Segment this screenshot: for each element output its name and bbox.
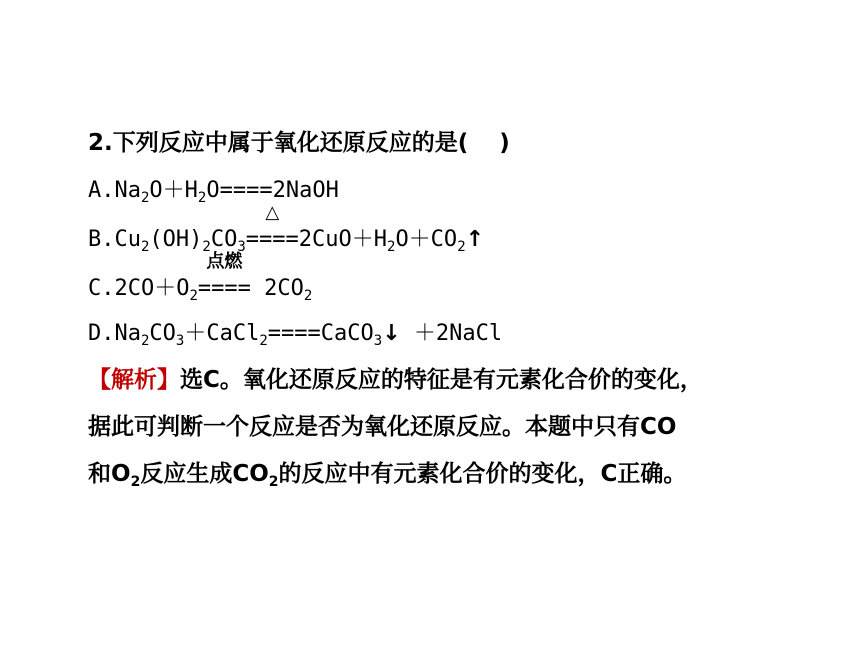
analysis-tag: 【解析】 [88,367,180,393]
subscript: 2 [202,239,211,255]
option-a-text: O＋H [149,178,198,203]
option-b-text: (OH) [149,227,203,252]
equals-sign: ==== [197,276,251,301]
option-b-text: 2CuO＋H [298,227,387,252]
subscript: 2 [140,239,150,255]
subscript: 2 [197,190,207,206]
heat-condition-label: △ [265,202,280,223]
subscript: 2 [130,474,141,490]
question-title [88,128,510,158]
option-c-text: C.2CO＋O [88,276,190,301]
option-a-text: A.Na [88,178,141,203]
subscript: 2 [303,288,313,304]
subscript: 2 [140,190,150,206]
option-d [88,319,502,349]
option-d-text: ＋CaCl [184,321,260,346]
analysis-line-3 [88,459,686,489]
question-title-text: 2.下列反应中属于氧化还原反应的是( ) [88,130,510,156]
subscript: 2 [140,333,150,349]
option-a [88,176,339,206]
option-b [88,202,485,255]
option-b-text: O＋CO [395,227,458,252]
ignite-condition-label: 点燃 [206,251,243,272]
analysis-text: 和O [88,461,131,487]
option-b-text: B.Cu [88,227,141,252]
analysis-line-2 [88,412,676,442]
gas-arrow-up-icon: ↑ [465,227,485,252]
subscript: 2 [457,239,466,255]
option-d-text: D.Na [88,321,141,346]
subscript: 3 [373,333,383,349]
reaction-condition [245,202,299,255]
equals-sign: ==== [245,227,299,252]
subscript: 2 [387,239,396,255]
analysis-text: 据此可判断一个反应是否为氧化还原反应。本题中只有CO [88,414,677,440]
option-a-text: O====2NaOH [206,178,339,203]
analysis-line-1 [88,365,703,395]
subscript: 3 [175,333,185,349]
analysis-text: 反应生成CO [140,461,269,487]
precipitate-arrow-down-icon: ↓ [382,321,401,346]
analysis-text: 选C。氧化还原反应的特征是有元素化合价的变化， [180,367,703,393]
option-d-text: CO [149,321,176,346]
reaction-condition [197,251,251,304]
subscript: 2 [259,333,268,349]
option-d-text: ====CaCO [267,321,374,346]
option-b-text: CO [210,227,238,252]
subscript: 3 [237,239,246,255]
subscript: 2 [268,474,279,490]
subscript: 2 [189,288,198,304]
analysis-text: 的反应中有元素化合价的变化，C正确。 [278,461,687,487]
option-d-text: ＋2NaCl [400,321,503,346]
option-c-text: 2CO [250,276,304,301]
option-c [88,251,313,304]
